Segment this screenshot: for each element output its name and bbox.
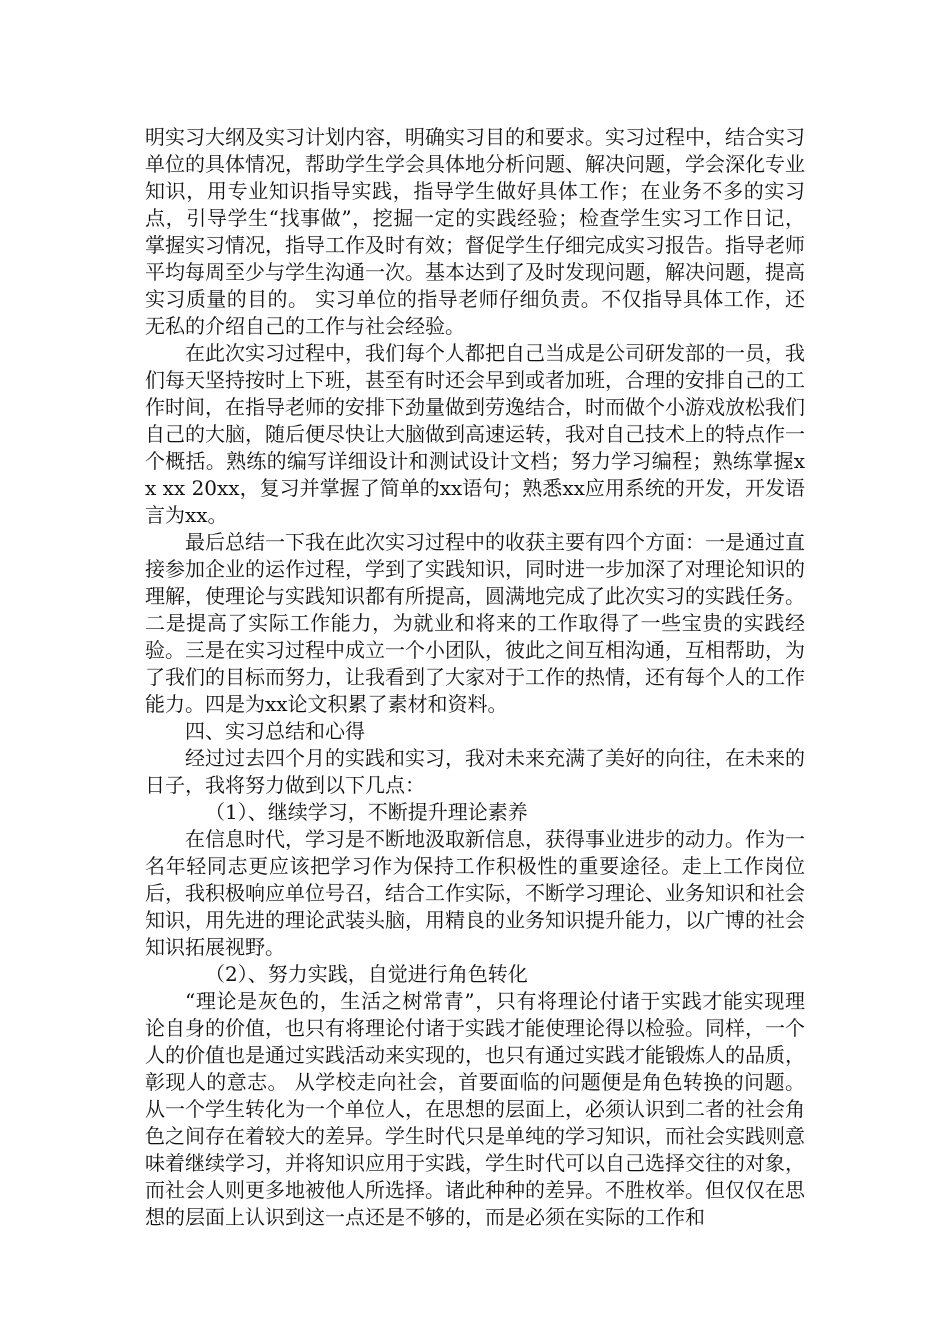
paragraph-internship-process: 在此次实习过程中，我们每个人都把自己当成是公司研发部的一员，我们每天坚持按时上下班，甚至有时还会早到或者加班，合理的安排自己的工作时间，在指导老师的安排下劲量做到劳逸结合，时而做个小游戏放松我们自己的大脑，随后便尽快让大脑做到高速运转，我对自己技术上的特点作一个概括。熟练的编写详细设计和测试设计文档；努力学习编程；熟练掌握xx xx 20xx，复习并掌握了简单的xx语句；熟悉xx应用系统的开发，开发语言为xx。 xyxy=(145,341,805,527)
sub-heading-continue-learning: （1）、继续学习，不断提升理论素养 xyxy=(205,800,528,824)
paragraph-learning: 在信息时代，学习是不断地汲取新信息，获得事业进步的动力。作为一名年轻同志更应该把学习作为保持工作积极性的重要途径。走上工作岗位后，我积极响应单位号召，结合工作实际，不断学习理论、业务知识和社会知识，用先进的理论武装头脑，用精良的业务知识提升能力，以广博的社会知识拓展视野。 xyxy=(145,827,805,959)
paragraph-summary-gains: 最后总结一下我在此次实习过程中的收获主要有四个方面：一是通过直接参加企业的运作过程，学到了实践知识，同时进一步加深了对理论知识的理解，使理论与实践知识都有所提高，圆满地完成了此次实习的实践任务。二是提高了实际工作能力，为就业和将来的工作取得了一些宝贵的实践经验。三是在实习过程中成立一个小团队，彼此之间互相沟通，互相帮助，为了我们的目标而努力，让我看到了大家对于工作的热情，还有每个人的工作能力。四是为xx论文积累了素材和资料。 xyxy=(145,530,805,716)
document-body xyxy=(145,124,805,1231)
sub-heading-role-transition: （2）、努力实践，自觉进行角色转化 xyxy=(205,962,528,986)
paragraph-future-outlook: 经过过去四个月的实践和实习，我对未来充满了美好的向往，在未来的日子，我将努力做到以下几点： xyxy=(145,746,805,797)
paragraph-continuation: 明实习大纲及实习计划内容，明确实习目的和要求。实习过程中，结合实习单位的具体情况，帮助学生学会具体地分析问题、解决问题，学会深化专业知识，用专业知识指导实践，指导学生做好具体工作；在业务不多的实习点，引导学生“找事做”，挖掘一定的实践经验；检查学生实习工作日记，掌握实习情况，指导工作及时有效；督促学生仔细完成实习报告。指导老师平均每周至少与学生沟通一次。基本达到了及时发现问题，解决问题，提高实习质量的目的。 实习单位的指导老师仔细负责。不仅指导具体工作，还无私的介绍自己的工作与社会经验。 xyxy=(145,125,805,338)
paragraph-practice: “理论是灰色的，生活之树常青”，只有将理论付诸于实践才能实现理论自身的价值，也只有将理论付诸于实践才能使理论得以检验。同样，一个人的价值也是通过实践活动来实现的，也只有通过实践才能锻炼人的品质，彰现人的意志。 从学校走向社会，首要面临的问题便是角色转换的问题。从一个学生转化为一个单位人，在思想的层面上，必须认识到二者的社会角色之间存在着较大的差异。学生时代只是单纯的学习知识，而社会实践则意味着继续学习，并将知识应用于实践，学生时代可以自己选择交往的对象，而社会人则更多地被他人所选择。诸此种种的差异。不胜枚举。但仅仅在思想的层面上认识到这一点还是不够的，而是必须在实际的工作和 xyxy=(145,989,805,1229)
section-heading: 四、实习总结和心得 xyxy=(185,719,365,743)
